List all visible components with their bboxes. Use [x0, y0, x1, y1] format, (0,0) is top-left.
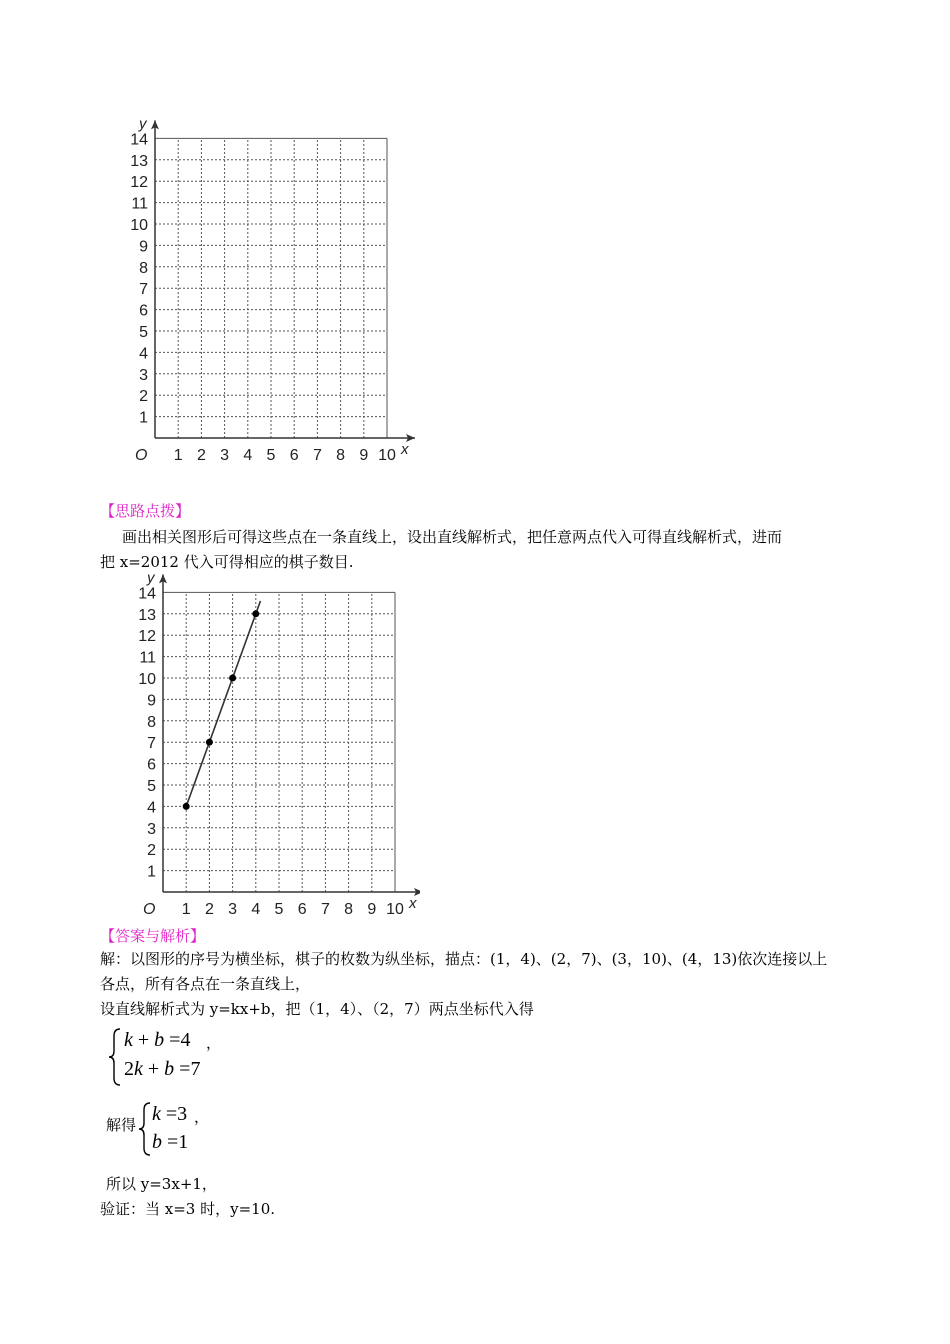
- y-axis-label: y: [139, 115, 147, 133]
- y-tick-label: 14: [138, 585, 156, 603]
- y-tick-label: 11: [139, 649, 156, 667]
- grid-lines: [163, 592, 395, 892]
- y-tick-label: 14: [130, 131, 148, 149]
- x-tick-label: 3: [220, 447, 230, 464]
- y-tick-label: 7: [139, 281, 148, 299]
- grid-lines: [155, 138, 387, 438]
- x-tick-label: 8: [344, 901, 354, 918]
- empty-coordinate-grid: [120, 115, 420, 470]
- x-tick-label: 6: [289, 447, 299, 464]
- y-tick-label: 1: [147, 863, 156, 881]
- answer-text-line-4: 所以 y=3x+1，: [106, 1175, 217, 1193]
- y-tick-label: 4: [139, 345, 148, 363]
- y-tick-label: 6: [139, 302, 148, 320]
- data-point: [183, 803, 190, 810]
- hint-text-line-2: 把 x=2012 代入可得相应的棋子数目.: [100, 553, 354, 571]
- equation-2: 2k + b =7: [124, 1058, 201, 1080]
- left-brace-icon: [138, 1101, 152, 1157]
- x-tick-label: 9: [367, 901, 377, 918]
- y-tick-label: 2: [147, 842, 156, 860]
- x-tick-label: 2: [196, 447, 206, 464]
- origin-label: O: [135, 447, 148, 464]
- x-tick-label: 9: [359, 447, 369, 464]
- x-tick-label: 7: [320, 901, 330, 918]
- y-tick-label: 3: [139, 366, 148, 384]
- y-tick-label: 9: [139, 238, 148, 256]
- solution-k: k =3: [152, 1103, 188, 1125]
- y-tick-label: 13: [130, 152, 148, 170]
- y-tick-label: 13: [138, 606, 156, 624]
- y-tick-label: 5: [139, 324, 148, 341]
- y-tick-label: 2: [139, 388, 148, 406]
- x-tick-label: 4: [251, 901, 261, 918]
- answer-text-line-2: 各点，所有各点在一条直线上，: [100, 975, 311, 993]
- y-axis-label: y: [147, 569, 155, 587]
- origin-label: O: [143, 901, 156, 918]
- answer-text-line-1: 解：以图形的序号为横坐标，棋子的枚数为纵坐标，描点：(1，4)、(2，7)、(3，10)、(4，13)依次连接以上: [100, 950, 828, 968]
- y-tick-label: 10: [130, 217, 148, 234]
- y-tick-label: 3: [147, 820, 156, 838]
- y-tick-label: 1: [139, 409, 148, 427]
- y-tick-label: 4: [147, 799, 156, 817]
- hint-heading: 【思路点拨】: [100, 502, 191, 520]
- x-tick-label: 1: [181, 901, 191, 918]
- y-tick-label: 7: [147, 735, 156, 753]
- x-tick-label: 10: [378, 447, 396, 464]
- solve-label: 解得: [106, 1116, 137, 1134]
- x-tick-label: 1: [173, 447, 183, 464]
- y-tick-label: 11: [131, 195, 148, 213]
- equation-1: k + b =4: [124, 1029, 191, 1051]
- x-tick-label: 10: [386, 901, 404, 918]
- data-point: [206, 739, 213, 746]
- y-tick-label: 12: [138, 628, 156, 646]
- x-tick-label: 4: [243, 447, 253, 464]
- x-tick-label: 3: [228, 901, 238, 918]
- x-axis-label: x: [409, 895, 417, 912]
- y-tick-label: 9: [147, 692, 156, 710]
- y-tick-label: 5: [147, 778, 156, 795]
- y-tick-label: 8: [147, 713, 156, 731]
- y-tick-label: 10: [138, 671, 156, 688]
- left-brace-icon: [108, 1027, 122, 1087]
- answer-text-line-5: 验证：当 x=3 时，y=10.: [100, 1200, 276, 1218]
- answer-text-line-3: 设直线解析式为 y=kx+b，把（1，4）、（2，7）两点坐标代入得: [100, 1000, 534, 1018]
- x-tick-label: 2: [204, 901, 214, 918]
- x-tick-label: 8: [336, 447, 346, 464]
- y-tick-label: 6: [147, 756, 156, 774]
- equation-system-1: [108, 1027, 228, 1087]
- x-tick-label: 5: [266, 447, 276, 464]
- equation-system-2: [138, 1101, 218, 1161]
- solution-b: b =1: [152, 1131, 189, 1153]
- equation-system-2-comma: ，: [194, 1108, 210, 1126]
- x-tick-label: 7: [312, 447, 322, 464]
- hint-text-line-1: 画出相关图形后可得这些点在一条直线上，设出直线解析式，把任意两点代入可得直线解析式，进而: [122, 528, 783, 546]
- answer-heading: 【答案与解析】: [100, 927, 206, 945]
- y-tick-label: 12: [130, 174, 148, 192]
- data-line: [186, 601, 260, 806]
- x-axis-label: x: [401, 441, 409, 458]
- x-tick-label: 5: [274, 901, 284, 918]
- data-point: [229, 675, 236, 682]
- equation-system-1-comma: ，: [206, 1034, 222, 1052]
- y-tick-label: 8: [139, 259, 148, 277]
- plotted-line-graph: [120, 565, 420, 920]
- data-point: [252, 610, 259, 617]
- x-tick-label: 6: [297, 901, 307, 918]
